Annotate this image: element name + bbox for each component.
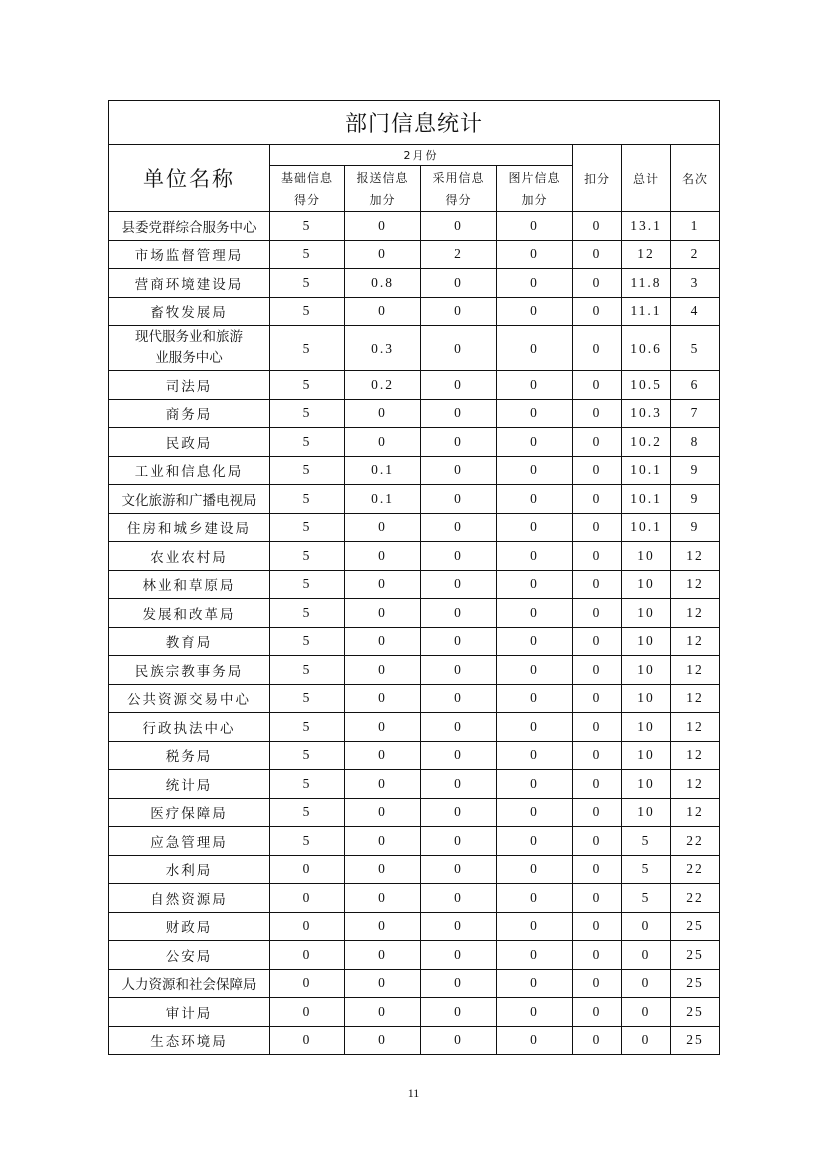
picture-bonus-cell: 0 xyxy=(497,770,573,799)
submitted-bonus-cell: 0 xyxy=(345,941,421,970)
picture-bonus-cell: 0 xyxy=(497,542,573,571)
submitted-bonus-cell: 0 xyxy=(345,741,421,770)
basic-score-cell: 0 xyxy=(270,855,345,884)
header-line: 得分 xyxy=(293,192,320,207)
table-row xyxy=(109,428,720,457)
rank-cell: 12 xyxy=(671,656,720,685)
adopted-score-cell: 0 xyxy=(421,269,497,298)
picture-bonus-cell: 0 xyxy=(497,884,573,913)
rank-cell: 6 xyxy=(671,371,720,400)
total-cell: 10 xyxy=(622,627,671,656)
basic-score-cell: 0 xyxy=(270,912,345,941)
submitted-bonus-cell: 0 xyxy=(345,240,421,269)
basic-score-cell: 5 xyxy=(270,269,345,298)
total-cell: 10 xyxy=(622,684,671,713)
rank-cell: 5 xyxy=(671,326,720,371)
header-rank: 名次 xyxy=(671,145,720,212)
table-row xyxy=(109,627,720,656)
table-row xyxy=(109,570,720,599)
picture-bonus-cell: 0 xyxy=(497,212,573,241)
department-info-statistics-table xyxy=(108,100,720,1055)
deduction-cell: 0 xyxy=(573,513,622,542)
submitted-bonus-cell: 0.1 xyxy=(345,456,421,485)
total-cell: 10 xyxy=(622,713,671,742)
basic-score-cell: 5 xyxy=(270,326,345,371)
picture-bonus-cell: 0 xyxy=(497,326,573,371)
rank-cell: 1 xyxy=(671,212,720,241)
deduction-cell: 0 xyxy=(573,428,622,457)
picture-bonus-cell: 0 xyxy=(497,798,573,827)
rank-cell: 12 xyxy=(671,570,720,599)
total-cell: 10.6 xyxy=(622,326,671,371)
deduction-cell: 0 xyxy=(573,941,622,970)
submitted-bonus-cell: 0 xyxy=(345,998,421,1027)
total-cell: 13.1 xyxy=(622,212,671,241)
rank-cell: 12 xyxy=(671,798,720,827)
submitted-bonus-cell: 0 xyxy=(345,513,421,542)
header-basic-info-score xyxy=(270,166,345,212)
unit-name-cell: 人力资源和社会保障局 xyxy=(109,969,270,998)
adopted-score-cell: 0 xyxy=(421,326,497,371)
picture-bonus-cell: 0 xyxy=(497,855,573,884)
rank-cell: 12 xyxy=(671,741,720,770)
adopted-score-cell: 0 xyxy=(421,212,497,241)
table-row xyxy=(109,884,720,913)
deduction-cell: 0 xyxy=(573,485,622,514)
adopted-score-cell: 2 xyxy=(421,240,497,269)
total-cell: 11.1 xyxy=(622,297,671,326)
total-cell: 11.8 xyxy=(622,269,671,298)
rank-cell: 4 xyxy=(671,297,720,326)
deduction-cell: 0 xyxy=(573,684,622,713)
total-cell: 10.5 xyxy=(622,371,671,400)
total-cell: 10.1 xyxy=(622,513,671,542)
picture-bonus-cell: 0 xyxy=(497,656,573,685)
header-line: 报送信息 xyxy=(356,170,409,185)
header-line: 得分 xyxy=(445,192,472,207)
table-row xyxy=(109,855,720,884)
table-row xyxy=(109,399,720,428)
unit-name-cell: 工业和信息化局 xyxy=(109,456,270,485)
basic-score-cell: 0 xyxy=(270,969,345,998)
picture-bonus-cell: 0 xyxy=(497,240,573,269)
unit-name-cell xyxy=(109,326,270,371)
rank-cell: 12 xyxy=(671,627,720,656)
adopted-score-cell: 0 xyxy=(421,770,497,799)
table-title: 部门信息统计 xyxy=(109,101,720,145)
unit-name-cell: 县委党群综合服务中心 xyxy=(109,212,270,241)
header-picture-info-bonus xyxy=(497,166,573,212)
basic-score-cell: 5 xyxy=(270,428,345,457)
picture-bonus-cell: 0 xyxy=(497,998,573,1027)
table-row xyxy=(109,741,720,770)
basic-score-cell: 5 xyxy=(270,798,345,827)
table-row xyxy=(109,485,720,514)
submitted-bonus-cell: 0 xyxy=(345,969,421,998)
deduction-cell: 0 xyxy=(573,269,622,298)
picture-bonus-cell: 0 xyxy=(497,371,573,400)
rank-cell: 7 xyxy=(671,399,720,428)
header-line: 加分 xyxy=(369,192,396,207)
adopted-score-cell: 0 xyxy=(421,371,497,400)
submitted-bonus-cell: 0 xyxy=(345,627,421,656)
total-cell: 10 xyxy=(622,599,671,628)
picture-bonus-cell: 0 xyxy=(497,741,573,770)
header-unit-name: 单位名称 xyxy=(109,145,270,212)
basic-score-cell: 5 xyxy=(270,212,345,241)
basic-score-cell: 5 xyxy=(270,713,345,742)
picture-bonus-cell: 0 xyxy=(497,513,573,542)
header-line: 采用信息 xyxy=(432,170,485,185)
submitted-bonus-cell: 0 xyxy=(345,798,421,827)
deduction-cell: 0 xyxy=(573,713,622,742)
unit-name-cell: 审计局 xyxy=(109,998,270,1027)
table-row xyxy=(109,912,720,941)
unit-name-cell: 行政执法中心 xyxy=(109,713,270,742)
submitted-bonus-cell: 0 xyxy=(345,599,421,628)
table-row xyxy=(109,798,720,827)
table-row xyxy=(109,240,720,269)
picture-bonus-cell: 0 xyxy=(497,827,573,856)
total-cell: 10.2 xyxy=(622,428,671,457)
deduction-cell: 0 xyxy=(573,456,622,485)
total-cell: 0 xyxy=(622,998,671,1027)
submitted-bonus-cell: 0 xyxy=(345,542,421,571)
submitted-bonus-cell: 0.1 xyxy=(345,485,421,514)
unit-name-cell: 统计局 xyxy=(109,770,270,799)
deduction-cell: 0 xyxy=(573,770,622,799)
header-adopted-info-score xyxy=(421,166,497,212)
rank-cell: 12 xyxy=(671,770,720,799)
total-cell: 0 xyxy=(622,1026,671,1055)
adopted-score-cell: 0 xyxy=(421,798,497,827)
unit-name-cell: 市场监督管理局 xyxy=(109,240,270,269)
adopted-score-cell: 0 xyxy=(421,399,497,428)
adopted-score-cell: 0 xyxy=(421,941,497,970)
table-row xyxy=(109,1026,720,1055)
rank-cell: 25 xyxy=(671,941,720,970)
total-cell: 10 xyxy=(622,542,671,571)
submitted-bonus-cell: 0 xyxy=(345,684,421,713)
submitted-bonus-cell: 0 xyxy=(345,399,421,428)
unit-name-cell: 医疗保障局 xyxy=(109,798,270,827)
basic-score-cell: 5 xyxy=(270,684,345,713)
basic-score-cell: 5 xyxy=(270,542,345,571)
unit-name-cell: 营商环境建设局 xyxy=(109,269,270,298)
submitted-bonus-cell: 0.8 xyxy=(345,269,421,298)
submitted-bonus-cell: 0 xyxy=(345,884,421,913)
picture-bonus-cell: 0 xyxy=(497,684,573,713)
deduction-cell: 0 xyxy=(573,627,622,656)
header-line: 图片信息 xyxy=(508,170,561,185)
total-cell: 10 xyxy=(622,798,671,827)
header-month: 2月份 xyxy=(270,145,573,166)
unit-name-cell: 民族宗教事务局 xyxy=(109,656,270,685)
unit-name-cell: 住房和城乡建设局 xyxy=(109,513,270,542)
rank-cell: 9 xyxy=(671,485,720,514)
table-row xyxy=(109,969,720,998)
rank-cell: 12 xyxy=(671,542,720,571)
total-cell: 0 xyxy=(622,912,671,941)
basic-score-cell: 5 xyxy=(270,627,345,656)
rank-cell: 25 xyxy=(671,998,720,1027)
deduction-cell: 0 xyxy=(573,326,622,371)
adopted-score-cell: 0 xyxy=(421,627,497,656)
table-row xyxy=(109,827,720,856)
unit-name-cell: 商务局 xyxy=(109,399,270,428)
submitted-bonus-cell: 0 xyxy=(345,827,421,856)
rank-cell: 2 xyxy=(671,240,720,269)
header-deduction: 扣分 xyxy=(573,145,622,212)
picture-bonus-cell: 0 xyxy=(497,599,573,628)
adopted-score-cell: 0 xyxy=(421,827,497,856)
basic-score-cell: 5 xyxy=(270,741,345,770)
header-line: 基础信息 xyxy=(280,170,333,185)
total-cell: 10 xyxy=(622,570,671,599)
table-row xyxy=(109,297,720,326)
unit-name-cell: 应急管理局 xyxy=(109,827,270,856)
submitted-bonus-cell: 0 xyxy=(345,297,421,326)
basic-score-cell: 5 xyxy=(270,599,345,628)
table-row xyxy=(109,713,720,742)
rank-cell: 3 xyxy=(671,269,720,298)
total-cell: 10.1 xyxy=(622,485,671,514)
picture-bonus-cell: 0 xyxy=(497,428,573,457)
deduction-cell: 0 xyxy=(573,798,622,827)
picture-bonus-cell: 0 xyxy=(497,969,573,998)
basic-score-cell: 5 xyxy=(270,770,345,799)
submitted-bonus-cell: 0 xyxy=(345,855,421,884)
adopted-score-cell: 0 xyxy=(421,884,497,913)
unit-name-cell: 财政局 xyxy=(109,912,270,941)
unit-name-cell: 公安局 xyxy=(109,941,270,970)
rank-cell: 25 xyxy=(671,912,720,941)
rank-cell: 12 xyxy=(671,684,720,713)
table-row xyxy=(109,770,720,799)
deduction-cell: 0 xyxy=(573,570,622,599)
picture-bonus-cell: 0 xyxy=(497,627,573,656)
table-row xyxy=(109,684,720,713)
table-row xyxy=(109,212,720,241)
basic-score-cell: 5 xyxy=(270,456,345,485)
table-row xyxy=(109,599,720,628)
table-row xyxy=(109,941,720,970)
basic-score-cell: 5 xyxy=(270,371,345,400)
adopted-score-cell: 0 xyxy=(421,684,497,713)
rank-cell: 22 xyxy=(671,827,720,856)
adopted-score-cell: 0 xyxy=(421,428,497,457)
deduction-cell: 0 xyxy=(573,656,622,685)
submitted-bonus-cell: 0.3 xyxy=(345,326,421,371)
basic-score-cell: 5 xyxy=(270,513,345,542)
deduction-cell: 0 xyxy=(573,371,622,400)
rank-cell: 25 xyxy=(671,969,720,998)
table-row xyxy=(109,513,720,542)
unit-name-cell: 林业和草原局 xyxy=(109,570,270,599)
submitted-bonus-cell: 0 xyxy=(345,770,421,799)
adopted-score-cell: 0 xyxy=(421,656,497,685)
rank-cell: 12 xyxy=(671,713,720,742)
submitted-bonus-cell: 0 xyxy=(345,1026,421,1055)
header-line: 加分 xyxy=(521,192,548,207)
deduction-cell: 0 xyxy=(573,741,622,770)
picture-bonus-cell: 0 xyxy=(497,297,573,326)
picture-bonus-cell: 0 xyxy=(497,570,573,599)
unit-name-cell: 畜牧发展局 xyxy=(109,297,270,326)
adopted-score-cell: 0 xyxy=(421,542,497,571)
table-row xyxy=(109,371,720,400)
unit-name-cell: 司法局 xyxy=(109,371,270,400)
unit-name-cell: 公共资源交易中心 xyxy=(109,684,270,713)
rank-cell: 25 xyxy=(671,1026,720,1055)
submitted-bonus-cell: 0 xyxy=(345,656,421,685)
basic-score-cell: 5 xyxy=(270,297,345,326)
adopted-score-cell: 0 xyxy=(421,599,497,628)
deduction-cell: 0 xyxy=(573,827,622,856)
deduction-cell: 0 xyxy=(573,912,622,941)
table-row xyxy=(109,656,720,685)
adopted-score-cell: 0 xyxy=(421,998,497,1027)
basic-score-cell: 5 xyxy=(270,485,345,514)
deduction-cell: 0 xyxy=(573,240,622,269)
picture-bonus-cell: 0 xyxy=(497,1026,573,1055)
unit-name-cell: 税务局 xyxy=(109,741,270,770)
adopted-score-cell: 0 xyxy=(421,485,497,514)
adopted-score-cell: 0 xyxy=(421,855,497,884)
total-cell: 5 xyxy=(622,827,671,856)
deduction-cell: 0 xyxy=(573,599,622,628)
picture-bonus-cell: 0 xyxy=(497,456,573,485)
submitted-bonus-cell: 0 xyxy=(345,428,421,457)
adopted-score-cell: 0 xyxy=(421,969,497,998)
deduction-cell: 0 xyxy=(573,998,622,1027)
page-number: 11 xyxy=(407,1086,420,1100)
rank-cell: 9 xyxy=(671,456,720,485)
unit-name-cell: 水利局 xyxy=(109,855,270,884)
total-cell: 10.3 xyxy=(622,399,671,428)
picture-bonus-cell: 0 xyxy=(497,713,573,742)
total-cell: 10.1 xyxy=(622,456,671,485)
submitted-bonus-cell: 0 xyxy=(345,212,421,241)
rank-cell: 9 xyxy=(671,513,720,542)
rank-cell: 22 xyxy=(671,855,720,884)
table-row xyxy=(109,998,720,1027)
unit-name-cell: 农业农村局 xyxy=(109,542,270,571)
adopted-score-cell: 0 xyxy=(421,912,497,941)
basic-score-cell: 0 xyxy=(270,998,345,1027)
adopted-score-cell: 0 xyxy=(421,513,497,542)
total-cell: 12 xyxy=(622,240,671,269)
unit-name-cell: 自然资源局 xyxy=(109,884,270,913)
rank-cell: 8 xyxy=(671,428,720,457)
rank-cell: 12 xyxy=(671,599,720,628)
unit-name-cell: 教育局 xyxy=(109,627,270,656)
deduction-cell: 0 xyxy=(573,297,622,326)
total-cell: 10 xyxy=(622,741,671,770)
basic-score-cell: 5 xyxy=(270,656,345,685)
submitted-bonus-cell: 0 xyxy=(345,570,421,599)
basic-score-cell: 0 xyxy=(270,884,345,913)
picture-bonus-cell: 0 xyxy=(497,941,573,970)
deduction-cell: 0 xyxy=(573,542,622,571)
deduction-cell: 0 xyxy=(573,212,622,241)
unit-name-line: 现代服务业和旅游 xyxy=(135,329,243,345)
submitted-bonus-cell: 0.2 xyxy=(345,371,421,400)
unit-name-line: 业服务中心 xyxy=(155,350,223,366)
basic-score-cell: 5 xyxy=(270,240,345,269)
total-cell: 10 xyxy=(622,770,671,799)
unit-name-cell: 文化旅游和广播电视局 xyxy=(109,485,270,514)
header-submitted-info-bonus xyxy=(345,166,421,212)
total-cell: 10 xyxy=(622,656,671,685)
deduction-cell: 0 xyxy=(573,399,622,428)
table-row xyxy=(109,456,720,485)
total-cell: 5 xyxy=(622,884,671,913)
basic-score-cell: 5 xyxy=(270,570,345,599)
submitted-bonus-cell: 0 xyxy=(345,912,421,941)
basic-score-cell: 5 xyxy=(270,827,345,856)
table-row xyxy=(109,542,720,571)
total-cell: 5 xyxy=(622,855,671,884)
picture-bonus-cell: 0 xyxy=(497,269,573,298)
total-cell: 0 xyxy=(622,941,671,970)
rank-cell: 22 xyxy=(671,884,720,913)
adopted-score-cell: 0 xyxy=(421,741,497,770)
deduction-cell: 0 xyxy=(573,969,622,998)
basic-score-cell: 0 xyxy=(270,941,345,970)
header-total: 总计 xyxy=(622,145,671,212)
deduction-cell: 0 xyxy=(573,1026,622,1055)
table-row xyxy=(109,326,720,371)
adopted-score-cell: 0 xyxy=(421,1026,497,1055)
total-cell: 0 xyxy=(622,969,671,998)
submitted-bonus-cell: 0 xyxy=(345,713,421,742)
picture-bonus-cell: 0 xyxy=(497,485,573,514)
unit-name-cell: 发展和改革局 xyxy=(109,599,270,628)
basic-score-cell: 5 xyxy=(270,399,345,428)
deduction-cell: 0 xyxy=(573,884,622,913)
table-row xyxy=(109,269,720,298)
adopted-score-cell: 0 xyxy=(421,456,497,485)
picture-bonus-cell: 0 xyxy=(497,912,573,941)
unit-name-cell: 生态环境局 xyxy=(109,1026,270,1055)
adopted-score-cell: 0 xyxy=(421,297,497,326)
deduction-cell: 0 xyxy=(573,855,622,884)
adopted-score-cell: 0 xyxy=(421,713,497,742)
adopted-score-cell: 0 xyxy=(421,570,497,599)
basic-score-cell: 0 xyxy=(270,1026,345,1055)
picture-bonus-cell: 0 xyxy=(497,399,573,428)
unit-name-cell: 民政局 xyxy=(109,428,270,457)
